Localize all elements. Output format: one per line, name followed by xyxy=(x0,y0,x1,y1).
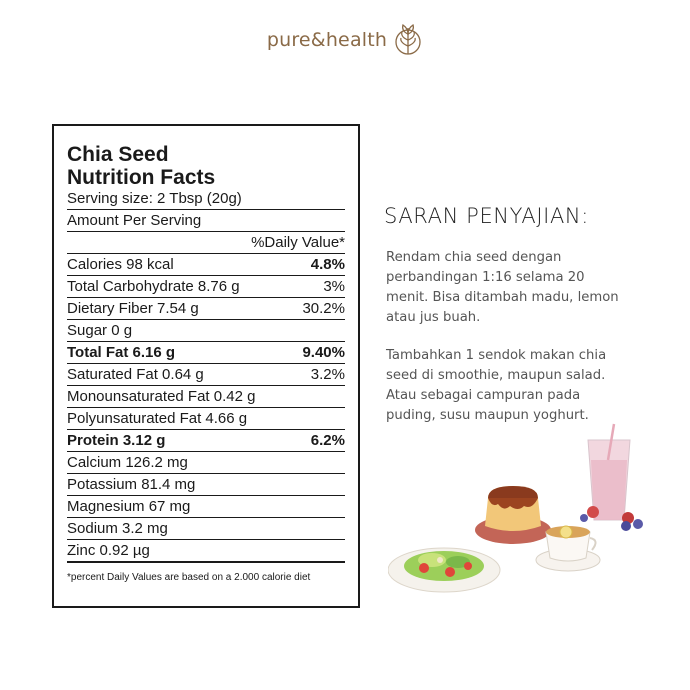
nutrient-label: Total Carbohydrate 8.76 g xyxy=(67,278,240,295)
nutrient-daily-value: 3.2% xyxy=(310,366,345,383)
nutrient-label: Dietary Fiber 7.54 g xyxy=(67,300,199,317)
nutrient-row xyxy=(67,386,345,408)
nutrient-label: Sugar 0 g xyxy=(67,322,133,339)
daily-value-header xyxy=(67,232,345,254)
amount-per-serving-label: Amount Per Serving xyxy=(67,212,202,229)
nutrient-row xyxy=(67,518,345,540)
nutrient-row xyxy=(67,254,345,276)
nutrient-label: Total Fat 6.16 g xyxy=(67,344,176,361)
nutrient-label: Zinc 0.92 µg xyxy=(67,542,150,559)
nutrient-row xyxy=(67,496,345,518)
nutrient-label: Calories 98 kcal xyxy=(67,256,174,273)
wheat-leaf-icon xyxy=(393,20,423,60)
nutrient-list xyxy=(67,254,345,563)
nutrient-row xyxy=(67,364,345,386)
nutrient-label: Monounsaturated Fat 0.42 g xyxy=(67,388,256,405)
serving-suggestion xyxy=(384,204,644,444)
nutrient-daily-value: 9.40% xyxy=(302,344,345,361)
nutrient-row xyxy=(67,540,345,563)
nutrient-row xyxy=(67,298,345,320)
nutrient-daily-value: 30.2% xyxy=(302,300,345,317)
nutrient-row xyxy=(67,342,345,364)
nutrition-title-line2: Nutrition Facts xyxy=(67,166,216,189)
nutrient-label: Protein 3.12 g xyxy=(67,432,166,449)
nutrient-daily-value: 3% xyxy=(323,278,345,295)
salad-plate-image xyxy=(388,548,500,592)
serving-size: Serving size: 2 Tbsp (20g) xyxy=(67,189,345,210)
nutrient-row xyxy=(67,474,345,496)
amount-per-serving xyxy=(67,210,345,232)
nutrient-daily-value: 6.2% xyxy=(310,432,345,449)
footnote: *percent Daily Values are based on a 2.000 calorie diet xyxy=(67,572,311,583)
serving-suggestion-paragraph-2: Tambahkan 1 sendok makan chia seed di smoothie, maupun salad. Atau sebagai campuran pada puding, susu maupun yoghurt. xyxy=(386,348,607,423)
brand-name: pure&health xyxy=(266,29,388,51)
nutrient-row xyxy=(67,276,345,298)
nutrient-label: Polyunsaturated Fat 4.66 g xyxy=(67,410,248,427)
smoothie-glass-image xyxy=(588,424,630,520)
nutrient-label: Magnesium 67 mg xyxy=(67,498,191,515)
nutrient-row xyxy=(67,320,345,342)
nutrition-title-line1: Chia Seed xyxy=(67,143,169,166)
nutrient-label: Sodium 3.2 mg xyxy=(67,520,168,537)
serving-suggestion-paragraph-1: Rendam chia seed dengan perbandingan 1:16 selama 20 menit. Bisa ditambah madu, lemon atau jus buah. xyxy=(386,250,619,325)
caramel-pudding-image xyxy=(475,486,551,544)
daily-value-header-label: %Daily Value* xyxy=(251,234,345,251)
nutrient-label: Saturated Fat 0.64 g xyxy=(67,366,204,383)
nutrient-label: Calcium 126.2 mg xyxy=(67,454,188,471)
nutrition-facts-panel xyxy=(52,124,360,608)
nutrient-row xyxy=(67,408,345,430)
nutrient-label: Potassium 81.4 mg xyxy=(67,476,196,493)
serving-suggestion-heading: SARAN PENYAJIAN: xyxy=(384,204,589,228)
nutrient-row xyxy=(67,452,345,474)
nutrient-daily-value: 4.8% xyxy=(310,256,345,273)
brand-logo xyxy=(0,20,690,60)
nutrient-row xyxy=(67,430,345,452)
food-illustration xyxy=(388,420,658,620)
